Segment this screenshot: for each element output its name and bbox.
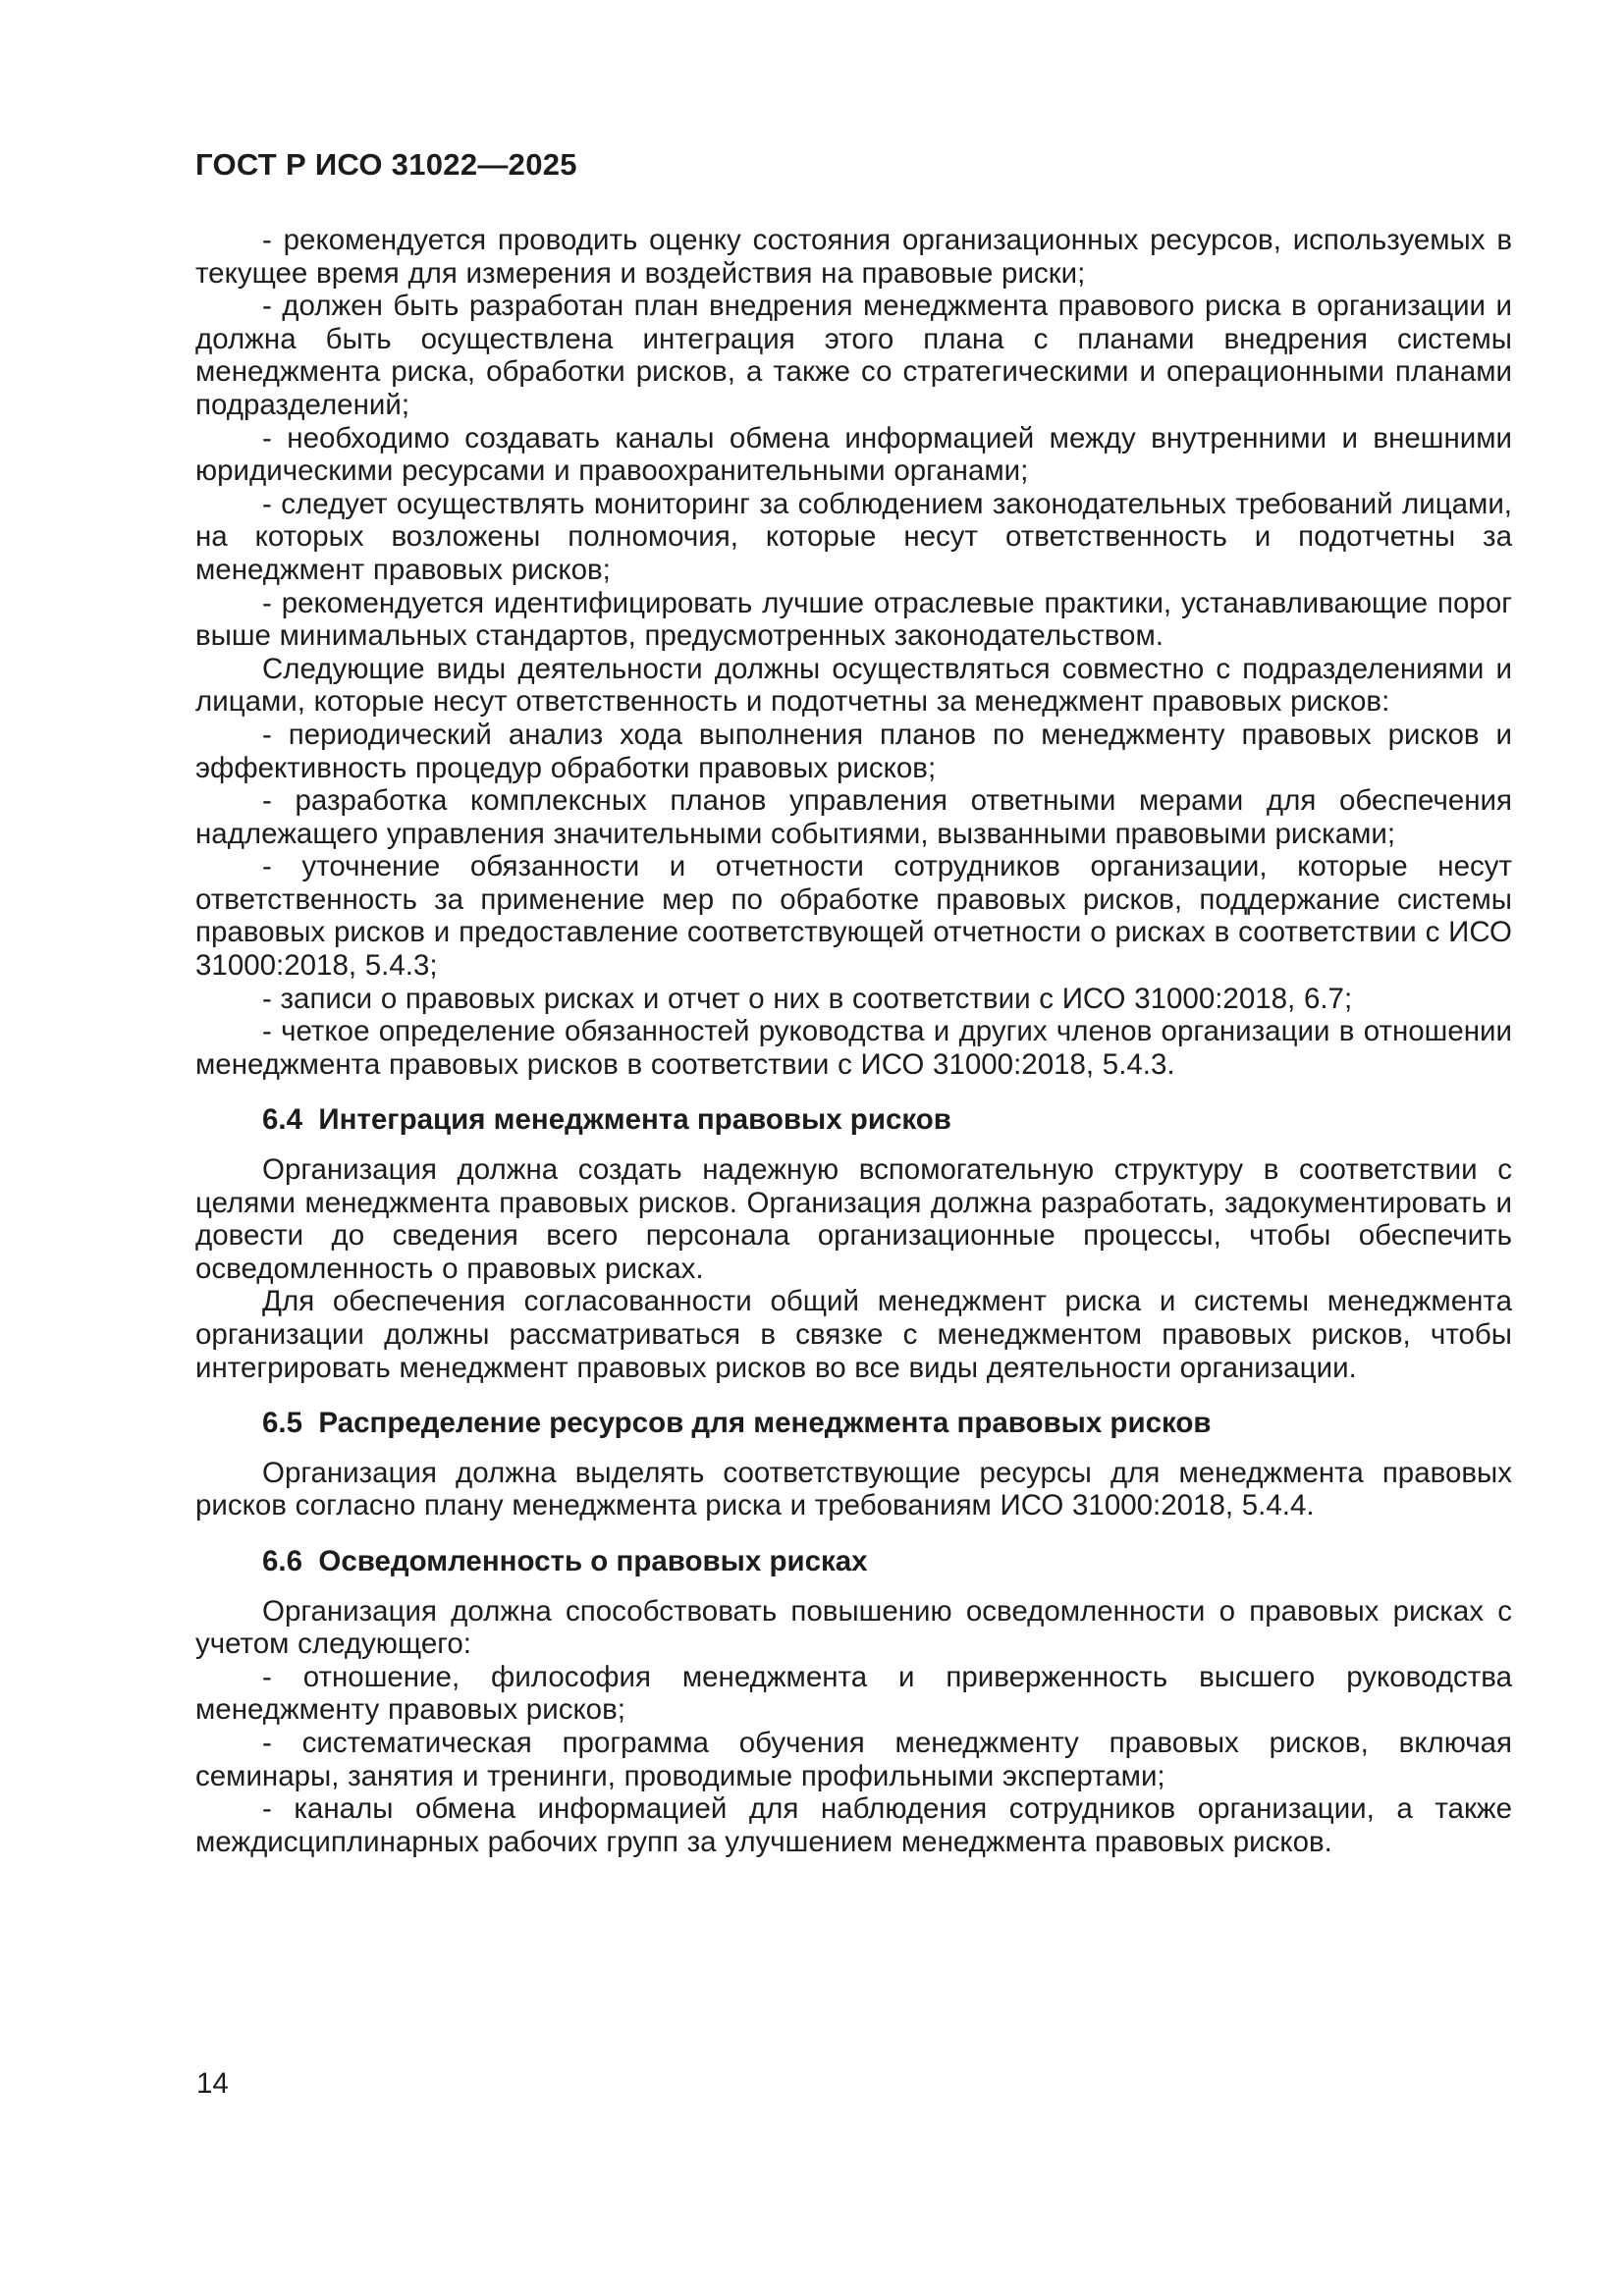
list-item: - четкое определение обязанностей руководства и других членов организации в отношении менеджмента правовых рисков в соответствии с ИСО 31000:2018, 5.4.3. <box>195 1015 1512 1081</box>
paragraph: Следующие виды деятельности должны осуществляться совместно с подразделениями и лицами, которые несут ответственность и подотчетны за менеджмент правовых рисков: <box>195 652 1512 719</box>
document-body <box>195 224 1512 1858</box>
list-item: - должен быть разработан план внедрения менеджмента правового риска в организации и должна быть осуществлена интеграция этого плана с планами внедрения системы менеджмента риска, обработки рисков, а также со стратегическими и операционными планами подразделений; <box>195 290 1512 421</box>
list-item: - периодический анализ хода выполнения планов по менеджменту правовых рисков и эффективность процедур обработки правовых рисков; <box>195 718 1512 784</box>
list-item: - рекомендуется проводить оценку состояния организационных ресурсов, используемых в текущее время для измерения и воздействия на правовые риски; <box>195 224 1512 290</box>
section-heading-6-5: 6.5 Распределение ресурсов для менеджмента правовых рисков <box>262 1407 1212 1440</box>
paragraph: Организация должна создать надежную вспомогательную структуру в соответствии с целями менеджмента правовых рисков. Организация должна разработать, задокументировать и довести до сведения всего персонала организационные процессы, чтобы обеспечить осведомленность о правовых рисках. <box>195 1153 1512 1285</box>
list-item: - рекомендуется идентифицировать лучшие отраслевые практики, устанавливающие порог выше минимальных стандартов, предусмотренных законодательством. <box>195 586 1512 653</box>
list-item: - следует осуществлять мониторинг за соблюдением законодательных требований лицами, на которых возложены полномочия, которые несут ответственность и подотчетны за менеджмент правовых рисков; <box>195 487 1512 586</box>
list-item: - разработка комплексных планов управления ответными мерами для обеспечения надлежащего управления значительными событиями, вызванными правовыми рисками; <box>195 784 1512 850</box>
standard-code-header: ГОСТ Р ИСО 31022—2025 <box>195 147 577 182</box>
list-item: - систематическая программа обучения менеджменту правовых рисков, включая семинары, занятия и тренинги, проводимые профильными экспертами; <box>195 1726 1512 1792</box>
page-number: 14 <box>196 2067 229 2100</box>
list-item: - уточнение обязанности и отчетности сотрудников организации, которые несут ответственность за применение мер по обработке правовых рисков, поддержание системы правовых рисков и предоставление соответствующей отчетности о рисках в соответствии с ИСО 31000:2018, 5.4.3; <box>195 850 1512 983</box>
paragraph: Организация должна способствовать повышению осведомленности о правовых рисках с учетом следующего: <box>195 1594 1512 1661</box>
paragraph: Для обеспечения согласованности общий менеджмент риска и системы менеджмента организации должны рассматриваться в связке с менеджментом правовых рисков, чтобы интегрировать менеджмент правовых рисков во все виды деятельности организации. <box>195 1285 1512 1384</box>
list-item: - отношение, философия менеджмента и приверженность высшего руководства менеджменту правовых рисков; <box>195 1660 1512 1727</box>
section-heading-6-6: 6.6 Осведомленность о правовых рисках <box>262 1544 868 1577</box>
paragraph: Организация должна выделять соответствующие ресурсы для менеджмента правовых рисков согласно плану менеджмента риска и требованиям ИСО 31000:2018, 5.4.4. <box>195 1456 1512 1522</box>
list-item: - каналы обмена информацией для наблюдения сотрудников организации, а также междисциплинарных рабочих групп за улучшением менеджмента правовых рисков. <box>195 1792 1512 1858</box>
section-heading-6-4: 6.4 Интеграция менеджмента правовых рисков <box>262 1103 951 1137</box>
list-item: - записи о правовых рисках и отчет о них в соответствии с ИСО 31000:2018, 6.7; <box>262 982 1353 1015</box>
list-item: - необходимо создавать каналы обмена информацией между внутренними и внешними юридическими ресурсами и правоохранительными органами; <box>195 421 1512 488</box>
page-content <box>195 147 1512 1858</box>
